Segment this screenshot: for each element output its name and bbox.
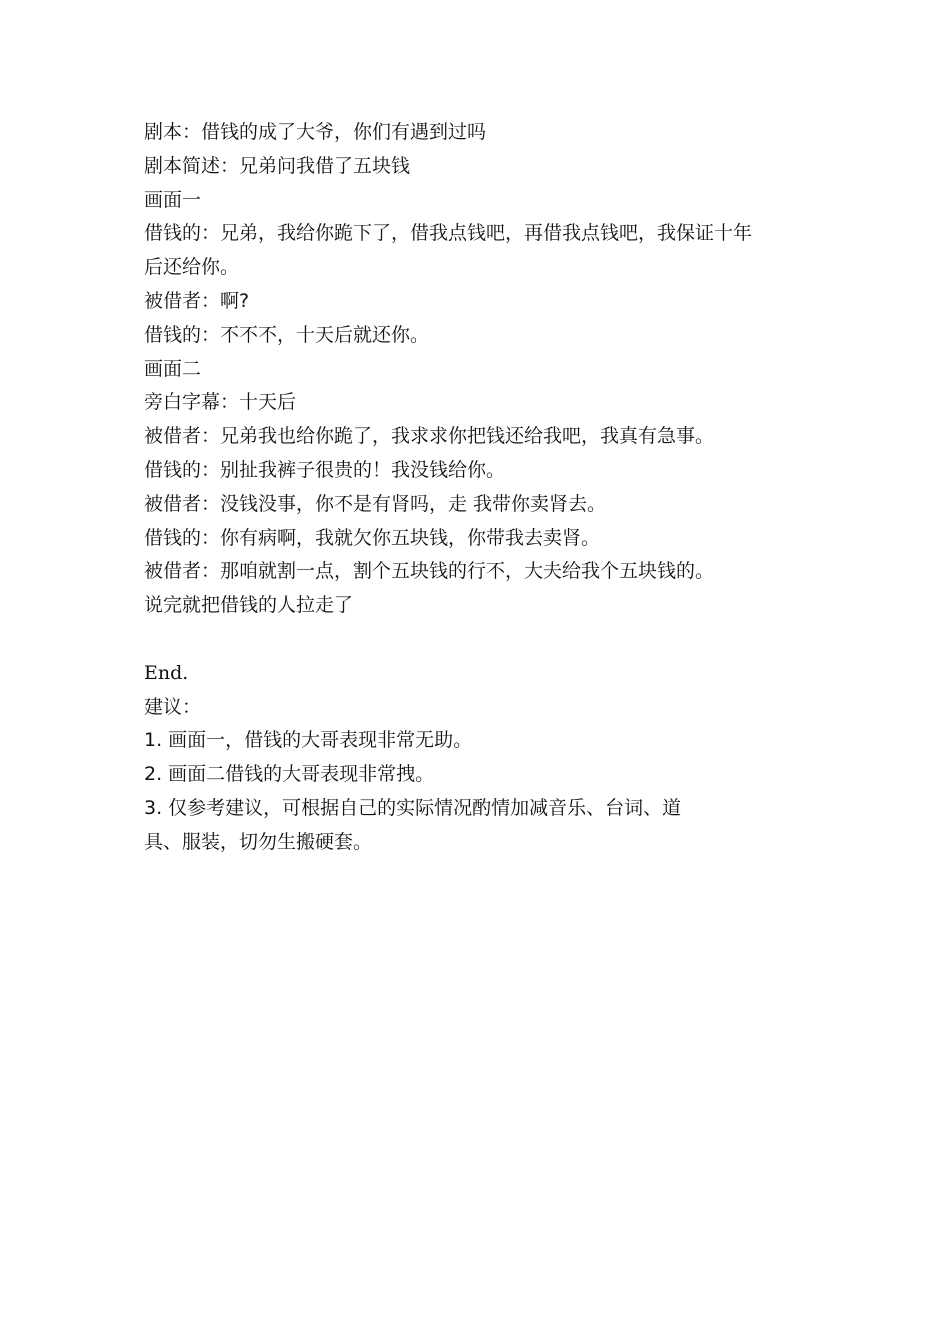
blank-line (144, 623, 824, 657)
scene1-line: 借钱的：兄弟，我给你跪下了，借我点钱吧，再借我点钱吧，我保证十年 (144, 222, 753, 245)
scene2-line: 被借者：没钱没事，你不是有肾吗，走 我带你卖肾去。 (144, 492, 607, 515)
suggestions-heading: 建议： (144, 695, 202, 718)
scene2-line: 被借者：兄弟我也给你跪了，我求求你把钱还给我吧，我真有急事。 (144, 425, 715, 448)
scene2-line: 借钱的：你有病啊，我就欠你五块钱，你带我去卖肾。 (144, 526, 601, 549)
scene1-heading: 画面一 (144, 188, 202, 211)
suggestion-item: 3. 仅参考建议，可根据自己的实际情况酌情加减音乐、台词、道 (144, 796, 682, 819)
script-title: 剧本：借钱的成了大爷，你们有遇到过吗 (144, 121, 487, 143)
suggestion-item: 具、服装，切勿生搬硬套。 (144, 830, 373, 853)
scene2-heading: 画面二 (144, 357, 202, 380)
scene2-line: 旁白字幕：十天后 (144, 391, 297, 414)
suggestion-item: 2. 画面二借钱的大哥表现非常拽。 (144, 763, 435, 786)
scene1-line: 借钱的：不不不，十天后就还你。 (144, 323, 430, 346)
document-page (144, 116, 824, 860)
script-summary: 剧本简述：兄弟问我借了五块钱 (144, 154, 411, 177)
scene1-line: 后还给你。 (144, 256, 240, 279)
scene1-line: 被借者：啊? (144, 289, 250, 312)
scene2-line: 借钱的：别扯我裤子很贵的！我没钱给你。 (144, 458, 506, 481)
end-text: End. (144, 661, 189, 684)
scene2-line: 被借者：那咱就割一点，割个五块钱的行不，大夫给我个五块钱的。 (144, 560, 715, 583)
scene2-line: 说完就把借钱的人拉走了 (144, 594, 354, 617)
suggestion-item: 1. 画面一，借钱的大哥表现非常无助。 (144, 729, 473, 752)
